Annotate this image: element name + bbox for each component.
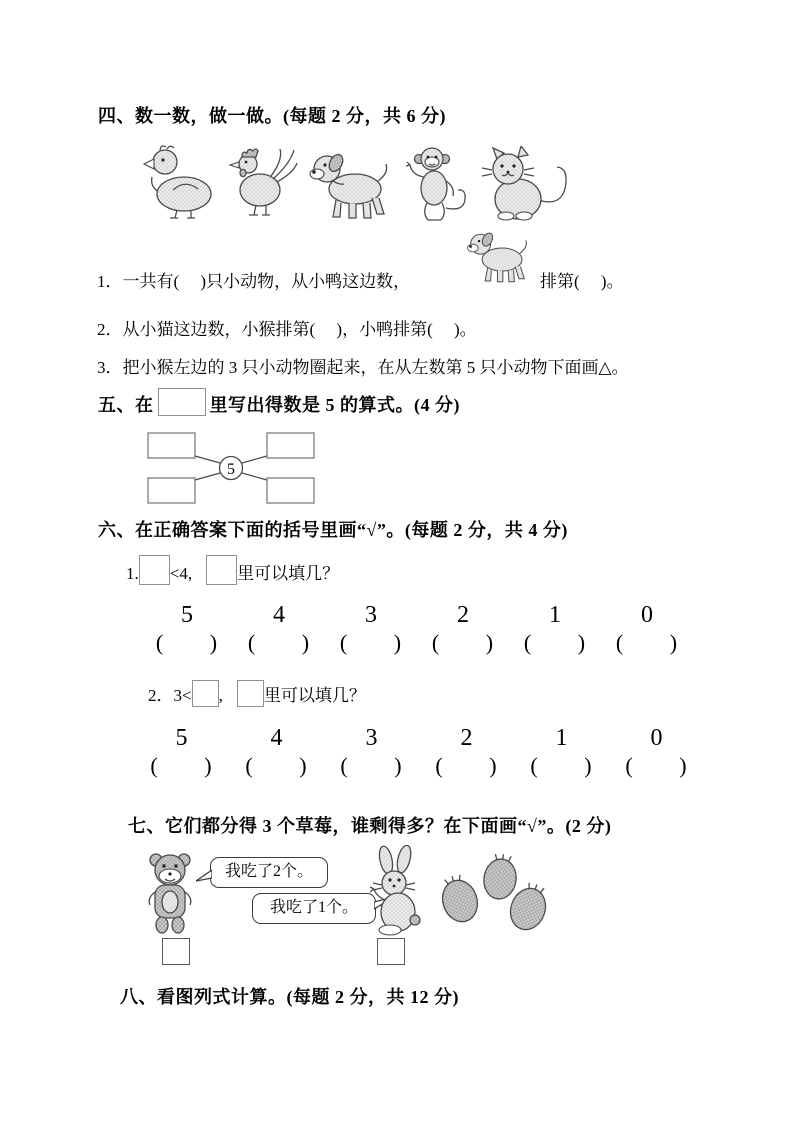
option-parens: ( ) (523, 630, 587, 655)
question-1-text-a: 1．一共有( )只小动物，从小鸭这边数， (97, 272, 411, 291)
option-parens: ( ) (340, 753, 403, 778)
q2-comma-text: , (218, 685, 223, 705)
section-seven-title: 七、它们都分得 3 个草莓，谁剩得多？在下面画“√”。(2 分) (128, 816, 612, 836)
duck-image (143, 140, 217, 222)
bear-answer-box (162, 938, 190, 965)
rabbit-image (366, 845, 428, 937)
q2-number-label: 2．3< (148, 685, 192, 705)
bear-speech-text: 我吃了2个。 (224, 863, 313, 880)
rabbit-speech-text: 我吃了1个。 (269, 899, 358, 916)
bond-box-top-right (267, 433, 314, 458)
q1-number-label: 1. (126, 563, 139, 583)
section-four-title: 四、数一数，做一做。(每题 2 分，共 6 分) (98, 106, 446, 126)
option-parens: ( ) (155, 630, 219, 655)
q2-blank-box-1 (192, 680, 219, 707)
section-eight-title: 八、看图列式计算。(每题 2 分，共 12 分) (120, 987, 459, 1007)
option-number: 3 (365, 725, 378, 751)
strawberries-image (436, 853, 552, 937)
option-column (509, 602, 601, 658)
bubble-tail-left-icon (196, 869, 212, 883)
bond-center-number: 5 (227, 461, 235, 478)
q2-options-row (134, 725, 704, 781)
bond-box-bottom-right (267, 478, 314, 503)
option-column (419, 725, 514, 781)
rabbit-speech-bubble (252, 893, 376, 924)
option-number: 2 (460, 725, 473, 751)
option-parens: ( ) (435, 753, 498, 778)
option-number: 5 (181, 602, 193, 628)
option-column (601, 602, 693, 658)
option-column (609, 725, 704, 781)
option-parens: ( ) (150, 753, 213, 778)
option-column (233, 602, 325, 658)
option-parens: ( ) (339, 630, 403, 655)
option-number: 3 (365, 602, 377, 628)
option-number: 2 (457, 602, 469, 628)
q2-question-text: 里可以填几？ (263, 685, 366, 705)
q2-blank-box-2 (237, 680, 264, 707)
option-number: 1 (555, 725, 568, 751)
bond-box-bottom-left (148, 478, 195, 503)
section-six-title: 六、在正确答案下面的括号里画“√”。(每题 2 分，共 4 分) (98, 520, 568, 540)
dog-inline-image (466, 230, 532, 286)
option-number: 1 (549, 602, 561, 628)
q1-inequality-text: <4, (169, 563, 193, 583)
option-number: 0 (641, 602, 653, 628)
section-six-q2 (148, 680, 366, 707)
dog-image (308, 152, 394, 222)
question-3-text: 3．把小猴左边的 3 只小动物圈起来，在从左数第 5 只小动物下面画△。 (97, 358, 629, 377)
q1-options-row (141, 602, 693, 658)
q1-question-text: 里可以填几？ (237, 563, 340, 583)
option-column (514, 725, 609, 781)
option-number: 0 (650, 725, 663, 751)
q1-blank-box-2 (206, 555, 237, 585)
monkey-image (404, 144, 470, 226)
cat-image (476, 146, 568, 222)
question-1-text-b: 排第( )。 (540, 272, 624, 291)
option-column (229, 725, 324, 781)
number-bond-diagram (145, 430, 321, 510)
option-column (141, 602, 233, 658)
option-parens: ( ) (247, 630, 311, 655)
option-parens: ( ) (615, 630, 679, 655)
bear-image (142, 852, 198, 936)
option-column (324, 725, 419, 781)
option-parens: ( ) (431, 630, 495, 655)
section-five-title-prefix: 五、在 (98, 394, 154, 415)
option-parens: ( ) (245, 753, 308, 778)
option-column (325, 602, 417, 658)
section-five-title-suffix: 里写出得数是 5 的算式。(4 分) (209, 394, 460, 415)
rabbit-answer-box (377, 938, 405, 965)
option-number: 4 (273, 602, 285, 628)
section-five-answer-box (158, 388, 206, 416)
rooster-image (226, 146, 298, 222)
option-number: 5 (175, 725, 188, 751)
section-five-title (98, 388, 460, 416)
bond-box-top-left (148, 433, 195, 458)
bear-speech-bubble (210, 857, 328, 888)
option-number: 4 (270, 725, 283, 751)
option-column (417, 602, 509, 658)
option-parens: ( ) (530, 753, 593, 778)
q1-blank-box-1 (139, 555, 170, 585)
section-six-q1 (126, 555, 339, 585)
option-column (134, 725, 229, 781)
question-2-text: 2．从小猫这边数，小猴排第( )，小鸭排第( )。 (97, 320, 477, 339)
option-parens: ( ) (625, 753, 688, 778)
